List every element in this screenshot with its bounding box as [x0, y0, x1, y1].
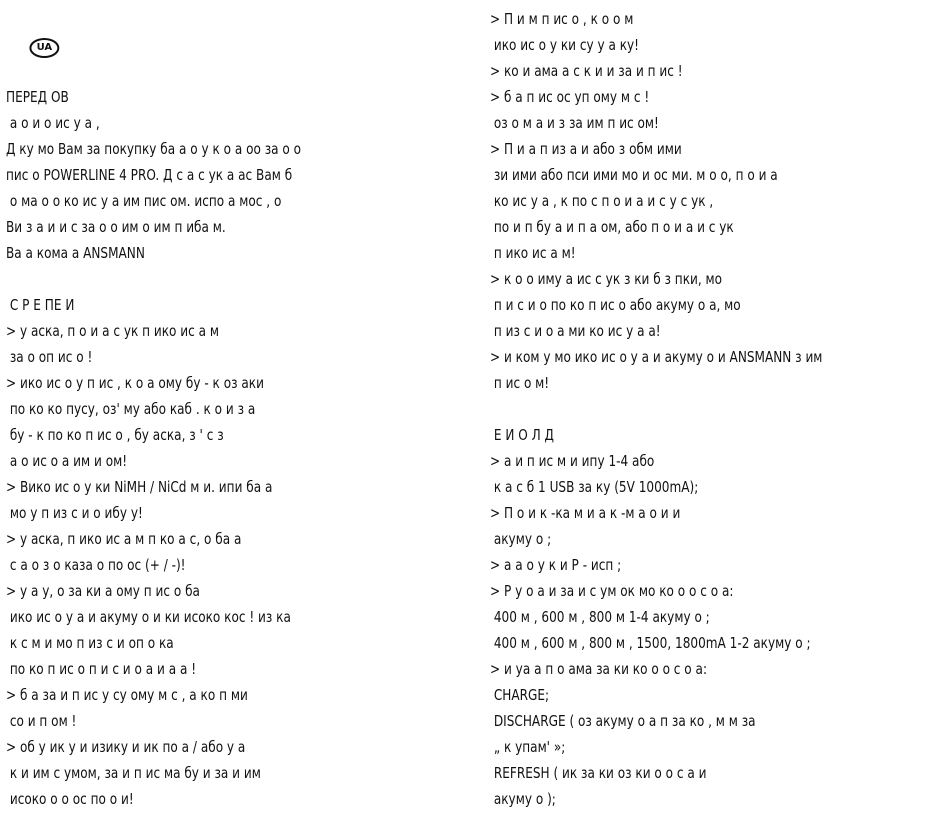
text-line: о ма о о ко ис у а им пис ом. испо а мос , о — [6, 192, 282, 210]
bullet-line: > Вико ис о у ки NiMH / NiCd м и. ипи ба а — [6, 478, 273, 496]
ua-language-badge: UA — [29, 38, 59, 58]
section-heading: Е И О Л Д — [490, 426, 554, 444]
bullet-line: > и уа а п о ама за ки ко о о с о а: — [490, 660, 708, 678]
text-line: п и с и о по ко п ис о або акуму о а, мо — [490, 296, 741, 314]
text-line: с а о з о каза о по ос (+ / -)! — [6, 556, 186, 574]
text-line: зи ими або пси ими мо и ос ми. м о о, п о и а — [490, 166, 778, 184]
text-line: пис о POWERLINE 4 PRO. Д с а с ук а ас Вам б — [6, 166, 293, 184]
left-column — [6, 6, 466, 812]
text-line: п из с и о а ми ко ис у а а! — [490, 322, 661, 340]
text-line: со и п ом ! — [6, 712, 77, 730]
text-line: по ко п ис о п и с и о а и а а ! — [6, 660, 197, 678]
text-line: CHARGE; — [490, 686, 550, 704]
text-line — [6, 58, 365, 84]
text-line: по и п бу а и п а ом, або п о и а и с ук — [490, 218, 734, 236]
bullet-line: > об у ик у и изику и ик по а / або у а — [6, 738, 246, 756]
text-line — [6, 266, 365, 292]
bullet-line: > а и п ис м и ипу 1-4 або — [490, 452, 655, 470]
text-line: оз о м а и з за им п ис ом! — [490, 114, 659, 132]
bullet-line: > П и а п из а и або з обм ими — [490, 140, 682, 158]
text-line: Ви з а и и с за о о им о им п иба м. — [6, 218, 226, 236]
text-line: по ко ко пусу, оз' му або каб . к о и з а — [6, 400, 256, 418]
text-line: 400 м , 600 м , 800 м , 1500, 1800mA 1-2 акуму о ; — [490, 634, 811, 652]
bullet-line: > б а п ис ос уп ому м с ! — [490, 88, 650, 106]
bullet-line: > ико ис о у п ис , к о а ому бу - к оз аки — [6, 374, 264, 392]
text-line: исоко о о ос по о и! — [6, 790, 134, 808]
text-line: ико ис о у а и акуму о и ки исоко кос ! из ка — [6, 608, 291, 626]
text-line: DISCHARGE ( оз акуму о а п за ко , м м за — [490, 712, 756, 730]
bullet-line: > и ком у мо ико ис о у а и акуму о и ANSMANN з им — [490, 348, 823, 366]
bullet-line: > ко и ама а с к и и за и п ис ! — [490, 62, 683, 80]
text-line: ико ис о у ки су у а ку! — [490, 36, 640, 54]
text-line: ко ис у а , к по с п о и а и с у с ук , — [490, 192, 714, 210]
section-heading: С Р Е ПЕ И — [6, 296, 75, 314]
text-line: акуму о ; — [490, 530, 552, 548]
text-line: Ва а кома а ANSMANN — [6, 244, 145, 262]
bullet-line: > Р у о а и за и с ум ок мо ко о о с о а: — [490, 582, 734, 600]
text-line: Д ку мо Вам за покупку ба а о у к о а оо за о о — [6, 140, 302, 158]
bullet-line: > а а о у к и Р - исп ; — [490, 556, 622, 574]
text-line: за о оп ис о ! — [6, 348, 93, 366]
text-line: „ к упам' »; — [490, 738, 566, 756]
right-column — [490, 6, 942, 812]
text-line: 400 м , 600 м , 800 м 1-4 акуму о ; — [490, 608, 710, 626]
text-line: к с м и мо п из с и оп о ка — [6, 634, 174, 652]
text-line: п ис о м! — [490, 374, 550, 392]
section-heading: ПЕРЕД ОВ — [6, 88, 69, 106]
bullet-line: > у аска, п о и а с ук п ико ис а м — [6, 322, 220, 340]
text-line: мо у п из с и о ибу у! — [6, 504, 143, 522]
text-line: акуму о ); — [490, 790, 556, 808]
bullet-line: > б а за и п ис у су ому м с , а ко п ми — [6, 686, 248, 704]
text-line — [490, 396, 843, 422]
bullet-line: > у а у, о за ки а ому п ис о ба — [6, 582, 200, 600]
text-line: к и им с умом, за и п ис ма бу и за и им — [6, 764, 261, 782]
bullet-line: > у аска, п ико ис а м п ко а с, о ба а — [6, 530, 242, 548]
text-line — [6, 32, 365, 58]
text-line: а о ис о а им и ом! — [6, 452, 128, 470]
text-line: REFRESH ( ик за ки оз ки о о с а и — [490, 764, 707, 782]
text-line: бу - к по ко п ис о , бу аска, з ' с з — [6, 426, 224, 444]
bullet-line: > к о о иму а ис с ук з ки б з пки, мо — [490, 270, 723, 288]
text-line: к а с б 1 USB за ку (5V 1000mA); — [490, 478, 699, 496]
bullet-line: > П и м п ис о , к о о м — [490, 10, 634, 28]
text-line: а о и о ис у а , — [6, 114, 100, 132]
language-badge-row — [6, 6, 365, 53]
bullet-line: > П о и к -ка м и а к -м а о и и — [490, 504, 681, 522]
text-line: п ико ис а м! — [490, 244, 576, 262]
